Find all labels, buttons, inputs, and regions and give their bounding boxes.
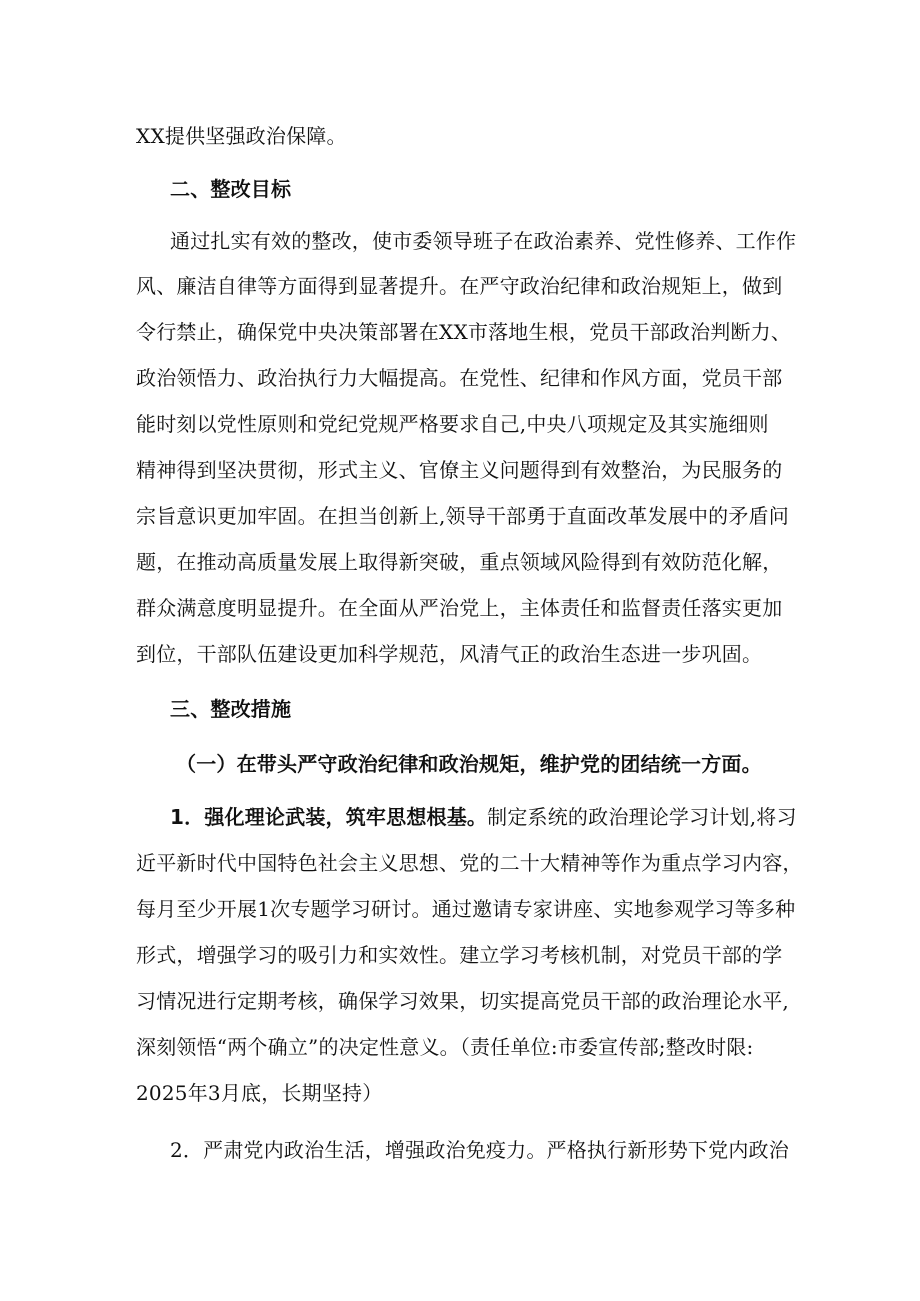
paragraph-line: 通过扎实有效的整改，使市委领导班子在政治素养、党性修养、工作作: [170, 229, 797, 253]
paragraph-line: 宗旨意识更加牢固。在担当创新上,领导干部勇于直面改革发展中的矛盾问: [136, 504, 789, 528]
measure-heading: 1．强化理论武装，筑牢思想根基。: [170, 805, 488, 829]
paragraph-line: 深刻领悟“两个确立”的决定性意义。（责任单位:市委宣传部;整改时限:: [136, 1035, 754, 1059]
measure-text: 制定系统的政治理论学习计划,将习: [487, 805, 797, 829]
paragraph-line: 近平新时代中国特色社会主义思想、党的二十大精神等作为重点学习内容，: [136, 851, 803, 875]
subsection-heading: （一）在带头严守政治纪律和政治规矩，维护党的团结统一方面。: [176, 752, 762, 776]
paragraph-line: 2025年3月底，长期坚持）: [136, 1081, 383, 1105]
paragraph-line: 题，在推动高质量发展上取得新突破，重点领域风险得到有效防范化解，: [136, 550, 783, 574]
section-heading: 三、整改措施: [170, 697, 292, 721]
paragraph-line: [170, 805, 797, 829]
paragraph-line: 习情况进行定期考核，确保学习效果，切实提高党员干部的政治理论水平,: [136, 989, 789, 1013]
paragraph-line: 能时刻以党性原则和党纪党规严格要求自己,中央八项规定及其实施细则: [136, 412, 769, 436]
paragraph-line: 风、廉洁自律等方面得到显著提升。在严守政治纪律和政治规矩上，做到: [136, 274, 783, 298]
paragraph-line: 2．严肃党内政治生活，增强政治免疫力。严格执行新形势下党内政治: [170, 1138, 789, 1162]
paragraph-line: 令行禁止，确保党中央决策部署在XX市落地生根，党员干部政治判断力、: [136, 320, 792, 344]
paragraph-line: 形式，增强学习的吸引力和实效性。建立学习考核机制，对党员干部的学: [136, 943, 783, 967]
paragraph-line: 群众满意度明显提升。在全面从严治党上，主体责任和监督责任落实更加: [136, 596, 783, 620]
paragraph-line: XX提供坚强政治保障。: [136, 124, 347, 148]
paragraph-line: 政治领悟力、政治执行力大幅提高。在党性、纪律和作风方面，党员干部: [136, 366, 783, 390]
section-heading: 二、整改目标: [170, 177, 292, 201]
paragraph-line: 到位，干部队伍建设更加科学规范，风清气正的政治生态进一步巩固。: [136, 642, 763, 666]
paragraph-line: 精神得到坚决贯彻，形式主义、官僚主义问题得到有效整治，为民服务的: [136, 458, 783, 482]
paragraph-line: 每月至少开展1次专题学习研讨。通过邀请专家讲座、实地参观学习等多种: [136, 897, 796, 921]
